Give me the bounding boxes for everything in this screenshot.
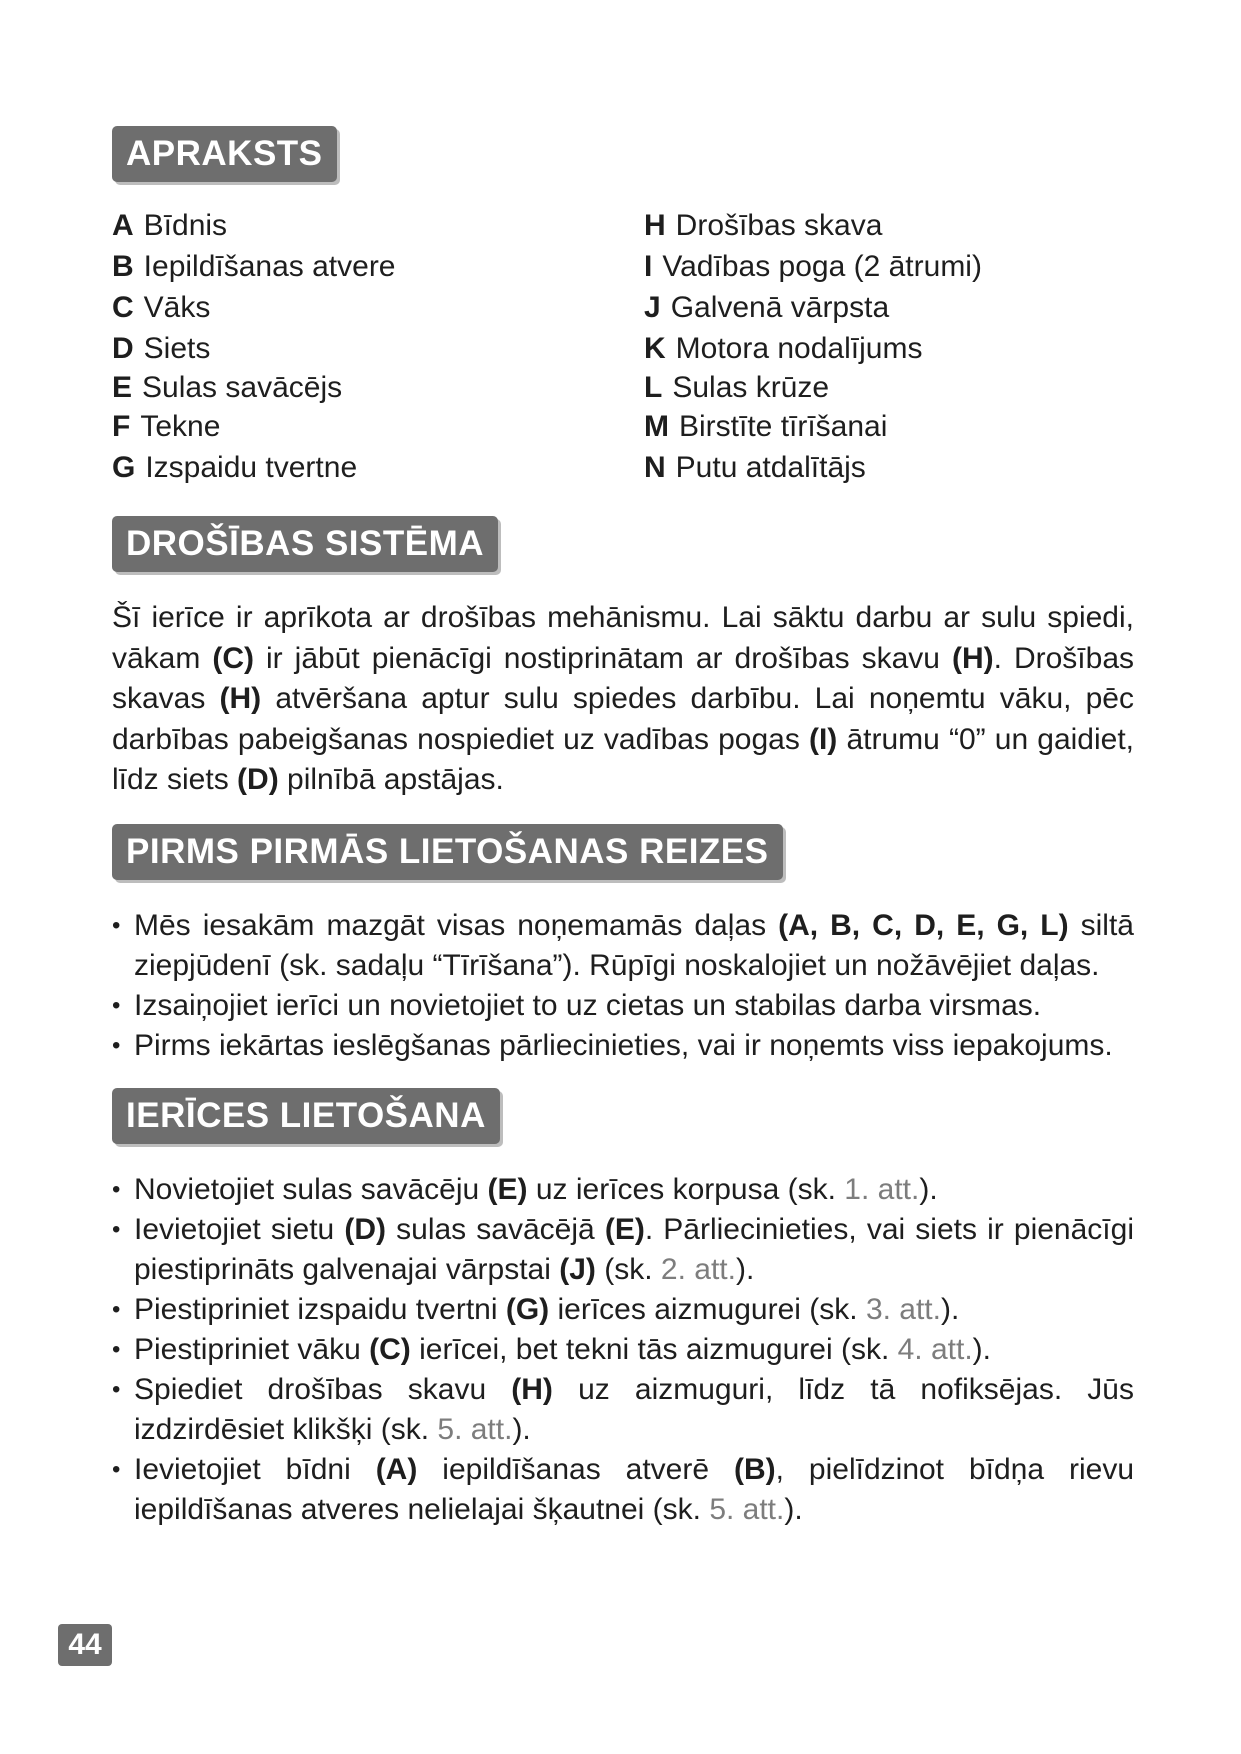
part-item bbox=[644, 205, 982, 246]
part-item bbox=[644, 406, 982, 447]
figure-ref: 4. att. bbox=[897, 1333, 973, 1366]
part-label: Sulas krūze bbox=[672, 371, 830, 404]
first-use-list bbox=[112, 906, 1134, 1066]
section-heading-first-use: PIRMS PIRMĀS LIETOŠANAS REIZES bbox=[112, 824, 783, 880]
part-ref: (B) bbox=[734, 1453, 776, 1486]
part-ref: (D) bbox=[237, 763, 279, 796]
part-ref: (H) bbox=[511, 1373, 553, 1406]
part-ref: (J) bbox=[559, 1253, 596, 1286]
page-number: 44 bbox=[58, 1624, 112, 1666]
part-label: Galvenā vārpsta bbox=[670, 291, 890, 324]
text: ātrumu “0” un gaidiet, līdz siets bbox=[112, 722, 1135, 796]
part-label: Putu atdalītājs bbox=[675, 451, 866, 484]
parts-list-right bbox=[644, 205, 982, 488]
text: atvēršana aptur sulu spiedes darbību. Lai noņemtu vāku, pēc darbības pabeigšanas nospiediet uz vadības pogas bbox=[112, 682, 1134, 756]
text: (sk. bbox=[595, 1253, 661, 1286]
part-label: Birstīte tīrīšanai bbox=[679, 410, 888, 443]
part-item bbox=[644, 287, 982, 328]
text: Pirms iekārtas ieslēgšanas pārliecinieties, vai ir noņemts viss iepakojums. bbox=[134, 1029, 1113, 1062]
part-letter: A bbox=[112, 209, 134, 242]
text: siltā ziepjūdenī (sk. sadaļu “Tīrīšana”). Rūpīgi noskalojiet un nožāvējiet daļas. bbox=[134, 909, 1134, 982]
part-letter: L bbox=[644, 371, 663, 404]
list-item bbox=[112, 986, 1134, 1026]
part-letter: B bbox=[112, 250, 134, 283]
text: ). bbox=[940, 1293, 960, 1326]
list-item bbox=[112, 1290, 1134, 1330]
text: Piestipriniet izspaidu tvertni bbox=[134, 1293, 506, 1326]
text: Izsaiņojiet ierīci un novietojiet to uz cietas un stabilas darba virsmas. bbox=[134, 989, 1042, 1022]
part-label: Siets bbox=[143, 332, 211, 365]
part-ref: (D) bbox=[344, 1213, 387, 1246]
section-heading-safety: DROŠĪBAS SISTĒMA bbox=[112, 516, 498, 572]
text: ). bbox=[919, 1173, 938, 1206]
figure-ref: 5. att. bbox=[709, 1493, 785, 1526]
list-item bbox=[112, 906, 1134, 986]
part-item bbox=[644, 328, 982, 369]
part-letter: M bbox=[644, 410, 669, 443]
list-item bbox=[112, 1170, 1134, 1210]
part-item bbox=[112, 287, 396, 328]
part-letter: F bbox=[112, 410, 131, 443]
text: ). bbox=[512, 1413, 531, 1446]
text: ierīcei, bet tekni tās aizmugurei (sk. bbox=[410, 1333, 898, 1366]
text: Mēs iesakām mazgāt visas noņemamās daļas bbox=[134, 909, 779, 942]
part-label: Izspaidu tvertne bbox=[145, 451, 358, 484]
part-item bbox=[112, 406, 396, 447]
part-label: Drošības skava bbox=[675, 209, 883, 242]
part-letter: D bbox=[112, 332, 134, 365]
text: pilnībā apstājas. bbox=[278, 763, 504, 796]
list-item bbox=[112, 1330, 1134, 1370]
parts-list-left bbox=[112, 205, 396, 488]
part-letter: E bbox=[112, 371, 133, 404]
text: . Drošības skavas bbox=[112, 641, 1134, 715]
safety-paragraph bbox=[112, 598, 1134, 801]
figure-ref: 1. att. bbox=[844, 1173, 920, 1206]
part-ref: (E) bbox=[487, 1173, 528, 1206]
list-item bbox=[112, 1026, 1134, 1066]
part-ref: (I) bbox=[808, 722, 838, 756]
part-label: Vadības poga (2 ātrumi) bbox=[662, 250, 982, 283]
part-label: Iepildīšanas atvere bbox=[143, 250, 396, 283]
part-ref: (C) bbox=[212, 641, 255, 675]
part-item bbox=[112, 328, 396, 369]
figure-ref: 3. att. bbox=[865, 1293, 941, 1326]
text: uz aizmuguri, līdz tā nofiksējas. Jūs izdzirdēsiet klikšķi (sk. bbox=[134, 1373, 1134, 1446]
text: sulas savācējā bbox=[386, 1213, 605, 1246]
part-ref: (H) bbox=[951, 641, 994, 675]
text: , pielīdzinot bīdņa rievu iepildīšanas atveres nelielajai šķautnei (sk. bbox=[134, 1453, 1135, 1526]
part-letter: G bbox=[112, 451, 136, 484]
part-ref: (G) bbox=[505, 1293, 550, 1326]
part-ref: (H) bbox=[219, 682, 262, 715]
part-item bbox=[112, 205, 396, 246]
part-label: Tekne bbox=[140, 410, 221, 443]
part-item bbox=[644, 447, 982, 488]
text: Piestipriniet vāku bbox=[134, 1333, 370, 1366]
part-label: Motora nodalījums bbox=[675, 332, 923, 365]
list-item bbox=[112, 1210, 1134, 1290]
text: ierīces aizmugurei (sk. bbox=[549, 1293, 866, 1326]
part-label: Vāks bbox=[143, 291, 211, 324]
part-label: Bīdnis bbox=[143, 209, 228, 242]
text: iepildīšanas atverē bbox=[417, 1453, 734, 1486]
part-letter: K bbox=[644, 332, 666, 365]
part-item bbox=[644, 369, 982, 406]
text: Novietojiet sulas savācēju bbox=[134, 1173, 488, 1206]
part-ref: (A) bbox=[375, 1453, 418, 1486]
part-letter: J bbox=[644, 291, 661, 324]
section-heading-usage: IERĪCES LIETOŠANA bbox=[112, 1088, 500, 1144]
text: . Pārliecinieties, vai siets ir pienācīgi piestiprināts galvenajai vārpstai bbox=[134, 1213, 1134, 1286]
figure-ref: 2. att. bbox=[660, 1253, 736, 1286]
part-ref: (E) bbox=[604, 1213, 645, 1246]
text: Ievietojiet bīdni bbox=[134, 1453, 376, 1486]
part-item bbox=[644, 246, 982, 287]
section-heading-description: APRAKSTS bbox=[112, 126, 337, 182]
text: Šī ierīce ir aprīkota ar drošības mehānismu. Lai sāktu darbu ar sulu spiedi, vākam bbox=[112, 601, 1134, 675]
text: uz ierīces korpusa (sk. bbox=[527, 1173, 845, 1206]
text: ir jābūt pienācīgi nostiprinātam ar drošības skavu bbox=[254, 641, 952, 675]
part-item bbox=[112, 447, 396, 488]
text: ). bbox=[735, 1253, 755, 1286]
list-item bbox=[112, 1370, 1134, 1450]
part-letter: N bbox=[644, 451, 666, 484]
part-letter: H bbox=[644, 209, 666, 242]
part-label: Sulas savācējs bbox=[142, 371, 343, 404]
text: ). bbox=[784, 1493, 803, 1526]
text: ). bbox=[972, 1333, 991, 1366]
part-letter: I bbox=[644, 250, 653, 283]
usage-list bbox=[112, 1170, 1134, 1530]
part-ref: (A, B, C, D, E, G, L) bbox=[778, 909, 1069, 942]
part-item bbox=[112, 369, 396, 406]
text: Spiediet drošības skavu bbox=[134, 1373, 512, 1406]
text: Ievietojiet sietu bbox=[134, 1213, 345, 1246]
list-item bbox=[112, 1450, 1134, 1530]
part-ref: (C) bbox=[369, 1333, 411, 1366]
figure-ref: 5. att. bbox=[437, 1413, 513, 1446]
part-letter: C bbox=[112, 291, 134, 324]
part-item bbox=[112, 246, 396, 287]
